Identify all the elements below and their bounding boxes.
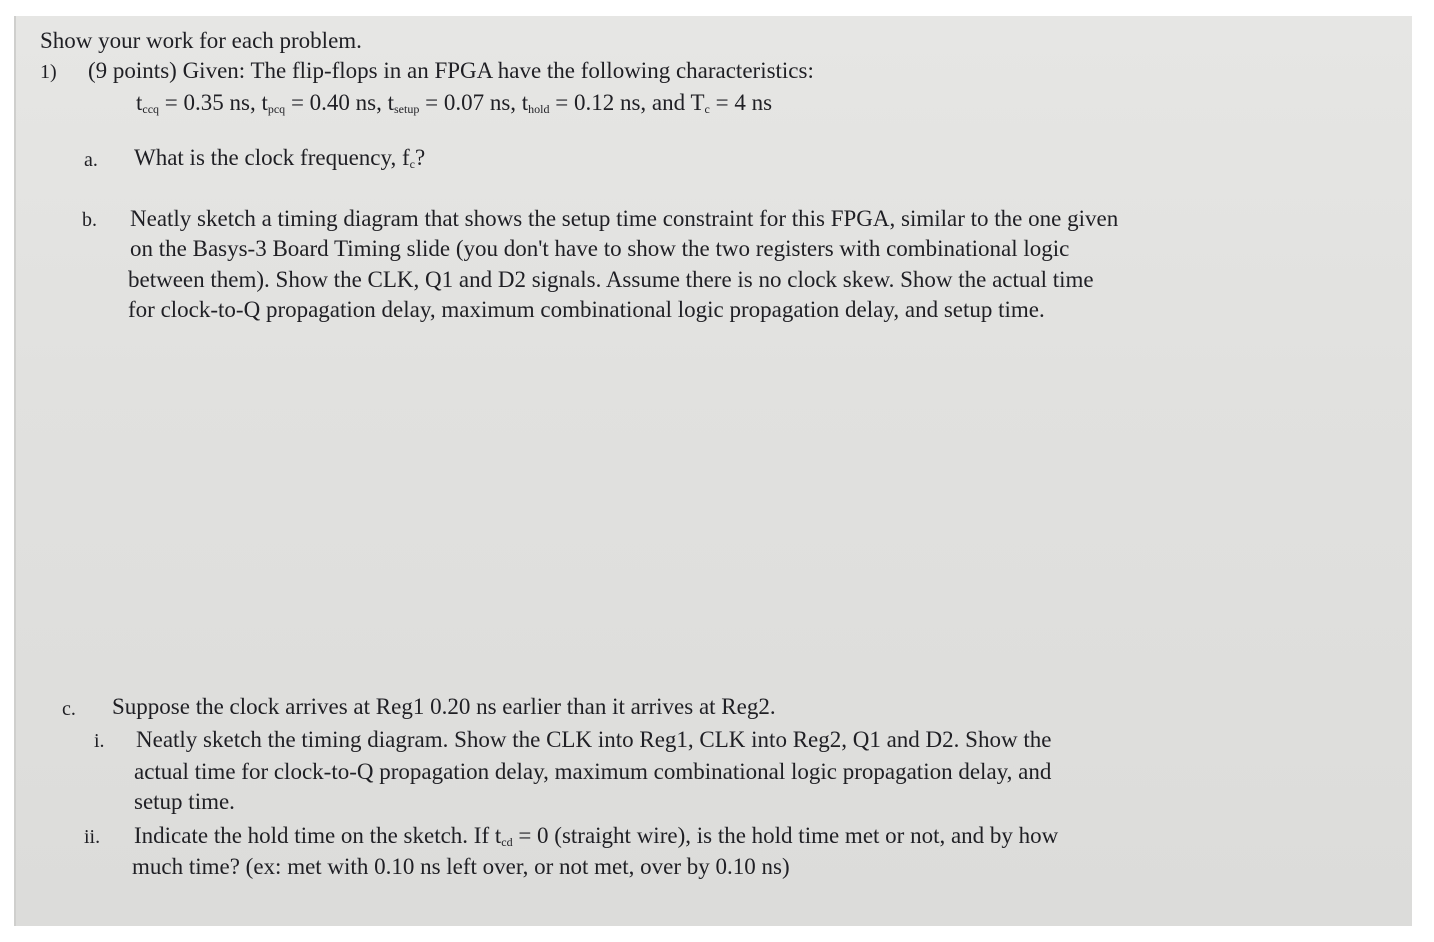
part-c-ii-text-pre: Indicate the hold time on the sketch. If t (134, 823, 502, 848)
tpcq-value: = 0.40 ns, (290, 90, 382, 115)
worksheet-page (14, 16, 1412, 926)
problem-points: (9 points) (88, 58, 177, 83)
tsetup-symbol: t (387, 90, 394, 115)
problem-number: 1) (40, 61, 57, 83)
part-c-text: Suppose the clock arrives at Reg1 0.20 ns earlier than it arrives at Reg2. (112, 694, 776, 719)
tc-value: = 4 ns (715, 90, 773, 115)
part-c-ii-text-post: = 0 (straight wire), is the hold time met or not, and by how (518, 823, 1059, 848)
part-c-i-line-1: Neatly sketch the timing diagram. Show the CLK into Reg1, CLK into Reg2, Q1 and D2. Show the (136, 727, 1052, 752)
tsetup-subscript: setup (394, 102, 420, 116)
tc-subscript: c (704, 102, 710, 116)
part-b-line-4: for clock-to-Q propagation delay, maximum combinational logic propagation delay, and setup time. (128, 297, 1045, 322)
intro-text: Show your work for each problem. (40, 28, 362, 53)
tpcq-symbol: t (261, 90, 268, 115)
part-a-qmark: ? (415, 145, 426, 170)
fc-subscript: c (409, 157, 415, 171)
thold-subscript: hold (528, 102, 550, 116)
part-b-marker: b. (82, 209, 97, 231)
part-a-marker: a. (84, 149, 98, 171)
part-c-ii-line-1 (134, 821, 1058, 851)
thold-value: = 0.12 ns, and T (555, 90, 705, 115)
flip-flop-characteristics (136, 88, 772, 118)
tpcq-subscript: pcq (267, 102, 286, 116)
part-c-ii-marker: ii. (84, 826, 101, 848)
part-a-text: What is the clock frequency, f (134, 145, 410, 170)
part-b-line-1: Neatly sketch a timing diagram that shows the setup time constraint for this FPGA, similar to the one given (130, 206, 1119, 231)
part-c-marker: c. (62, 698, 76, 720)
part-b-line-2: on the Basys-3 Board Timing slide (you don't have to show the two registers with combinational logic (130, 236, 1070, 261)
tsetup-value: = 0.07 ns, (425, 90, 517, 115)
part-c-ii-line-2: much time? (ex: met with 0.10 ns left over, or not met, over by 0.10 ns) (132, 854, 790, 879)
problem-given: Given: The flip-flops in an FPGA have the following characteristics: (182, 58, 814, 83)
part-c-i-line-2: actual time for clock-to-Q propagation delay, maximum combinational logic propagation delay, and (134, 759, 1052, 784)
part-a-question (134, 143, 425, 173)
thold-symbol: t (521, 90, 529, 115)
part-c-i-marker: i. (94, 730, 105, 752)
problem-statement (88, 56, 814, 86)
part-c-i-line-3: setup time. (134, 789, 235, 814)
tcd-subscript: cd (501, 835, 513, 849)
tccq-value: = 0.35 ns, (164, 90, 256, 115)
part-b-line-3: between them). Show the CLK, Q1 and D2 signals. Assume there is no clock skew. Show the actual time (128, 267, 1094, 292)
tccq-subscript: ccq (142, 102, 160, 116)
tccq-symbol: t (136, 90, 143, 115)
